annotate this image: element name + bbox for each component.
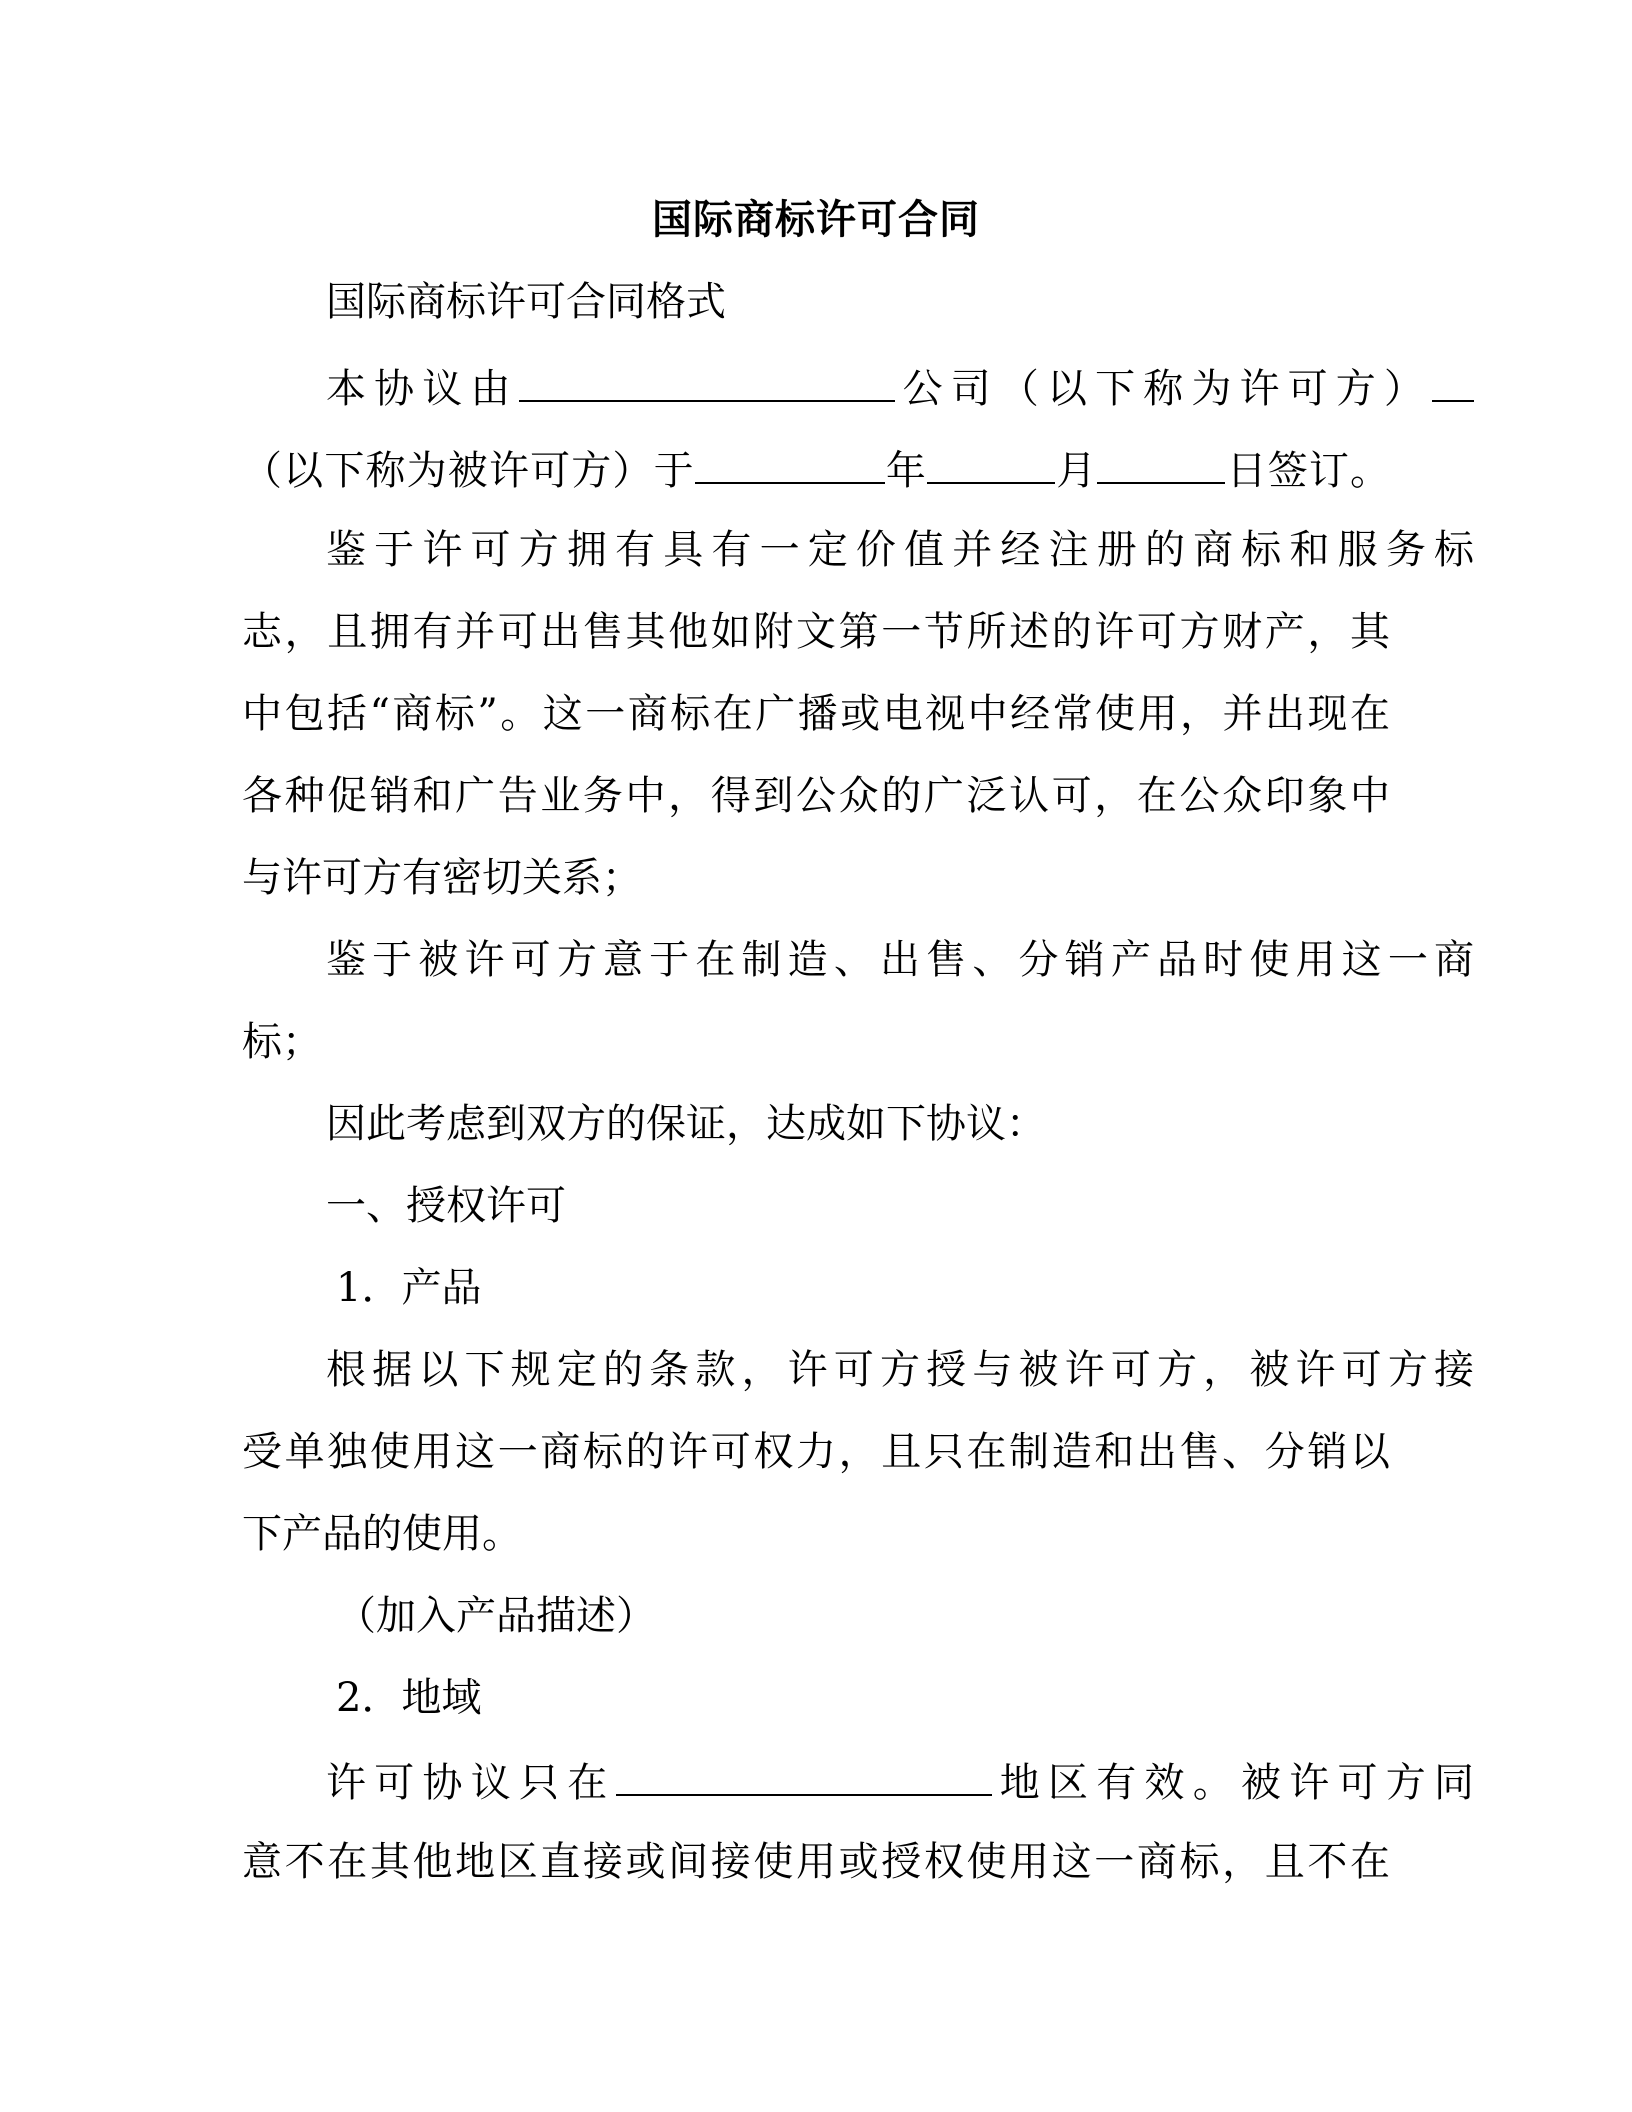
year-blank (695, 438, 885, 484)
licensee-blank (1432, 356, 1474, 402)
paragraph-line: 与许可方有密切关系； (242, 855, 642, 901)
territory-text: 地区有效。被许可方同 (991, 1760, 1474, 1806)
item-heading: 2．地域 (336, 1675, 482, 1721)
paragraph-line: 受单独使用这一商标的许可权力，且只在制造和出售、分销以 (242, 1429, 1390, 1475)
intro-text: 月 (1055, 448, 1098, 494)
document-title: 国际商标许可合同 (652, 196, 980, 243)
paragraph-line: 各种促销和广告业务中，得到公众的广泛认可，在公众印象中 (242, 773, 1390, 819)
paragraph-line: 中包括“商标”。这一商标在广播或电视中经常使用，并出现在 (242, 691, 1390, 737)
item-note: （加入产品描述） (336, 1593, 656, 1639)
month-blank (927, 438, 1055, 484)
paragraph-line: 因此考虑到双方的保证，达成如下协议： (326, 1101, 1046, 1147)
paragraph-line: 根据以下规定的条款，许可方授与被许可方，被许可方接 (326, 1347, 1474, 1393)
paragraph-line: 下产品的使用。 (242, 1511, 522, 1557)
intro-text: （以下称为被许可方）于 (242, 448, 695, 494)
paragraph-line: 鉴于许可方拥有具有一定价值并经注册的商标和服务标 (326, 527, 1474, 573)
document-subtitle: 国际商标许可合同格式 (326, 279, 726, 325)
intro-text: 本协议由 (326, 366, 519, 412)
item-heading: 1．产品 (336, 1265, 482, 1311)
intro-text: 年 (884, 448, 928, 494)
paragraph-line: 鉴于被许可方意于在制造、出售、分销产品时使用这一商 (326, 937, 1474, 983)
intro-line-2 (242, 438, 1390, 501)
territory-line-1 (242, 1750, 1474, 1813)
intro-text: 公司（以下称为许可方） (894, 366, 1432, 412)
paragraph-line: 意不在其他地区直接或间接使用或授权使用这一商标，且不在 (242, 1839, 1390, 1885)
intro-line-1 (242, 356, 1474, 419)
licensor-blank (519, 356, 895, 402)
territory-text: 许可协议只在 (326, 1760, 616, 1806)
paragraph-line: 标； (242, 1019, 322, 1065)
territory-blank (616, 1750, 992, 1796)
paragraph-line: 志，且拥有并可出售其他如附文第一节所述的许可方财产，其 (242, 609, 1390, 655)
intro-text: 日签订。 (1225, 448, 1390, 494)
section-heading: 一、授权许可 (326, 1183, 566, 1229)
day-blank (1097, 438, 1225, 484)
